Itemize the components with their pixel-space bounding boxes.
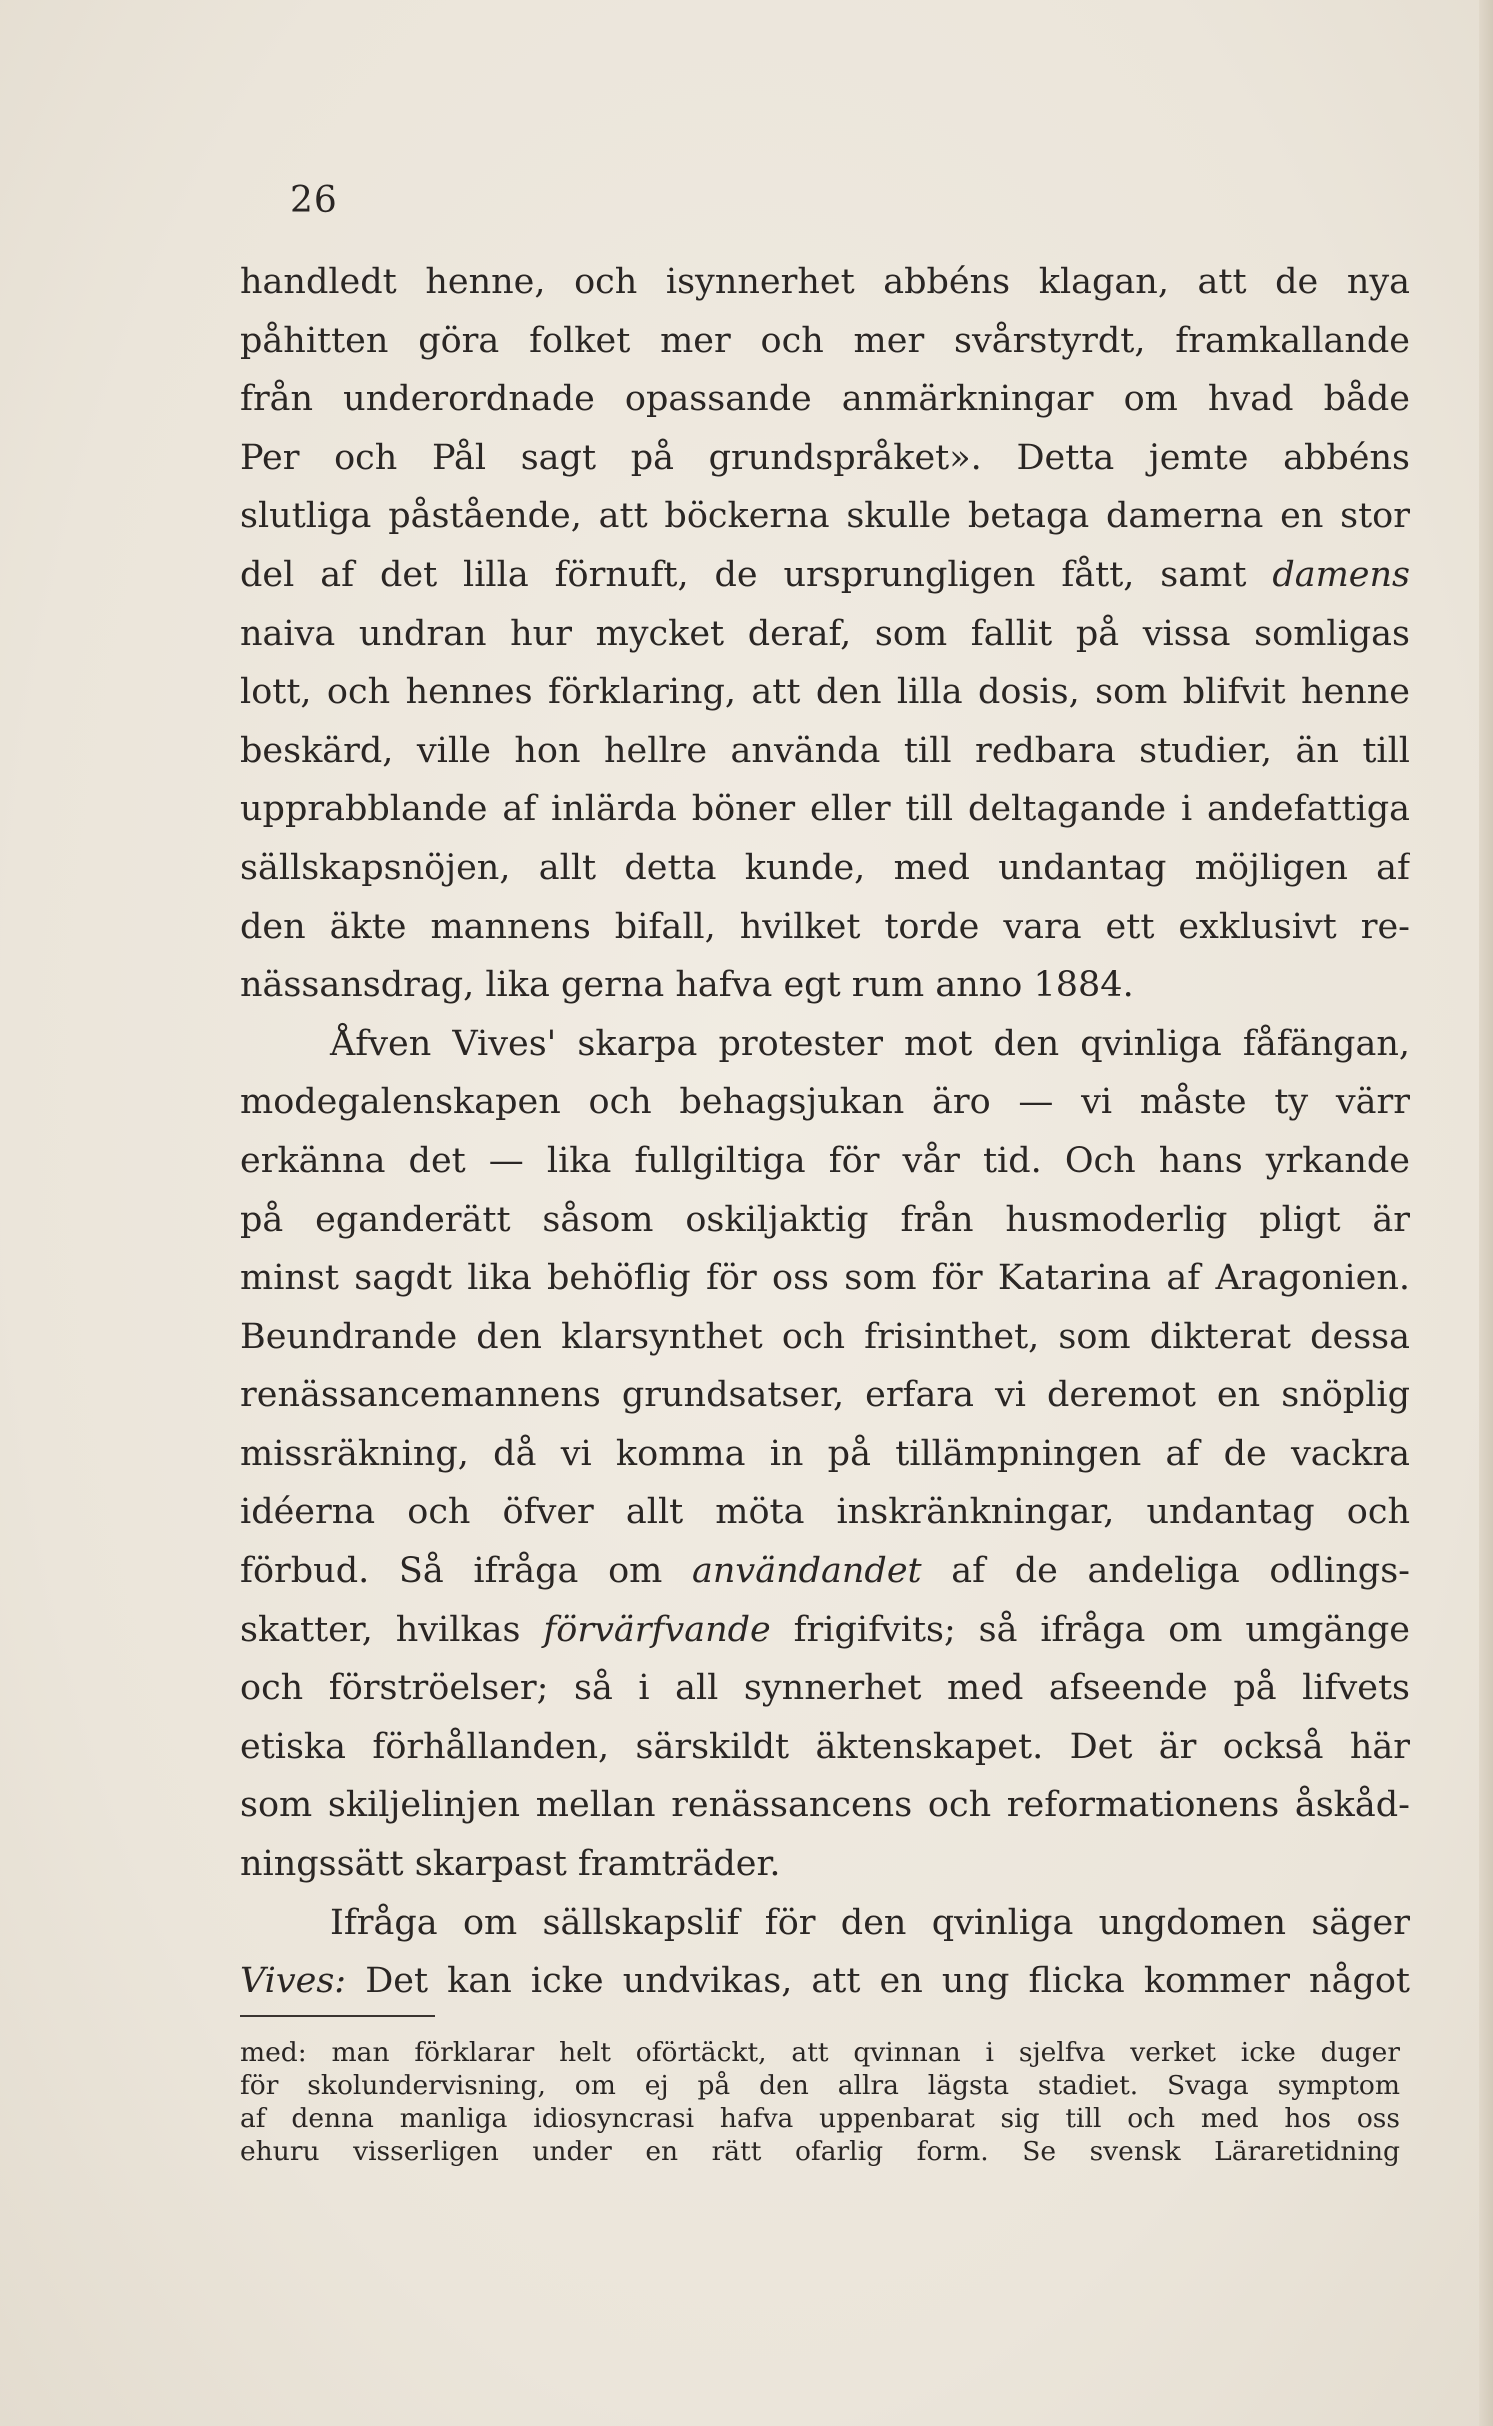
text-line <box>240 1776 1410 1835</box>
text-line <box>240 1718 1410 1777</box>
text-line <box>240 722 1410 781</box>
text-line <box>240 1366 1410 1425</box>
text-segment: den äkte mannens bifall, hvilket torde vara ett exklusivt re- <box>240 906 1410 947</box>
text-segment: del af det lilla förnuft, de ursprungligen fått, samt <box>240 554 1273 595</box>
text-line <box>240 1542 1410 1601</box>
text-segment: missräkning, då vi komma in på tillämpningen af de vackra <box>240 1433 1410 1474</box>
text-segment: lott, och hennes förklaring, att den lilla dosis, som blifvit henne <box>240 672 1410 713</box>
text-line <box>240 370 1410 429</box>
text-segment: sällskapsnöjen, allt detta kunde, med undantag möjligen af <box>240 847 1410 888</box>
page-edge <box>1479 0 1493 2426</box>
text-segment: från underordnade opassande anmärkningar om hvad både <box>240 379 1410 420</box>
text-line <box>240 1191 1410 1250</box>
footnote-line: ehuru visserligen under en rätt ofarlig form. Se svensk Läraretidning <box>240 2136 1400 2167</box>
text-line <box>240 898 1410 957</box>
body-text <box>240 253 1410 2011</box>
text-segment: och förströelser; så i all synnerhet med afseende på lifvets <box>240 1668 1410 1709</box>
text-line <box>240 1483 1410 1542</box>
footnote-line: af denna manliga idiosyncrasi hafva uppenbarat sig till och med hos oss <box>240 2103 1400 2134</box>
text-line <box>240 1659 1410 1718</box>
text-segment: Det kan icke undvikas, att en ung flicka kommer något <box>346 1961 1410 2002</box>
text-segment: slutliga påstående, att böckerna skulle betaga damerna en stor <box>240 496 1410 537</box>
text-line <box>240 1835 1410 1894</box>
text-line <box>240 780 1410 839</box>
text-segment: Beundrande den klarsynthet och frisinthet, som dikterat dessa <box>240 1316 1410 1357</box>
text-line <box>240 663 1410 722</box>
text-line <box>240 956 1410 1015</box>
text-line <box>240 1952 1410 2011</box>
text-line <box>240 1249 1410 1308</box>
text-segment: Ifråga om sällskapslif för den qvinliga ungdomen säger <box>330 1902 1410 1943</box>
text-segment: på eganderätt såsom oskiljaktig från husmoderlig pligt är <box>240 1199 1410 1240</box>
emphasized-text: användandet <box>692 1551 922 1592</box>
text-line <box>240 839 1410 898</box>
footnote-line: för skolundervisning, om ej på den allra lägsta stadiet. Svaga symptom <box>240 2070 1400 2101</box>
text-line <box>240 1894 1410 1953</box>
text-line <box>240 1132 1410 1191</box>
emphasized-text: förvärfvande <box>543 1609 771 1650</box>
text-segment: påhitten göra folket mer och mer svårstyrdt, framkallande <box>240 320 1410 361</box>
text-line <box>240 312 1410 371</box>
text-segment: modegalenskapen och behagsjukan äro — vi måste ty värr <box>240 1082 1410 1123</box>
text-segment: beskärd, ville hon hellre använda till redbara studier, än till <box>240 730 1410 771</box>
text-segment: etiska förhållanden, särskildt äktenskapet. Det är också här <box>240 1726 1410 1767</box>
text-segment: af de andeliga odlings- <box>921 1551 1410 1592</box>
text-segment: nässansdrag, lika gerna hafva egt rum anno 1884. <box>240 965 1134 1006</box>
text-segment: handledt henne, och isynnerhet abbéns klagan, att de nya <box>240 262 1410 302</box>
page-number: 26 <box>290 180 338 221</box>
text-segment: ningssätt skarpast framträder. <box>240 1844 781 1885</box>
text-segment: erkänna det — lika fullgiltiga för vår tid. Och hans yrkande <box>240 1140 1410 1181</box>
text-line <box>240 1425 1410 1484</box>
text-segment: naiva undran hur mycket deraf, som fallit på vissa somligas <box>240 613 1410 654</box>
text-segment: skatter, hvilkas <box>240 1609 544 1650</box>
text-line <box>240 1073 1410 1132</box>
text-line <box>240 605 1410 664</box>
footnote <box>240 2036 1400 2168</box>
text-segment: minst sagdt lika behöflig för oss som för Katarina af Aragonien. <box>240 1258 1410 1299</box>
footnote-rule <box>240 2015 435 2017</box>
text-segment: idéerna och öfver allt möta inskränkningar, undantag och <box>240 1492 1410 1533</box>
text-segment: frigifvits; så ifråga om umgänge <box>770 1609 1410 1650</box>
text-line <box>240 1308 1410 1367</box>
text-line <box>240 487 1410 546</box>
text-segment: Åfven Vives' skarpa protester mot den qvinliga fåfängan, <box>330 1023 1410 1064</box>
text-line <box>240 546 1410 605</box>
emphasized-text: damens <box>1272 554 1410 595</box>
text-segment: som skiljelinjen mellan renässancens och reformationens åskåd- <box>240 1785 1410 1826</box>
text-segment: förbud. Så ifråga om <box>240 1551 693 1592</box>
emphasized-text: Vives: <box>240 1961 347 2002</box>
text-segment: upprabblande af inlärda böner eller till deltagande i andefattiga <box>240 789 1410 830</box>
text-line <box>240 429 1410 488</box>
text-line <box>240 253 1410 312</box>
text-line <box>240 1015 1410 1074</box>
footnote-line: med: man förklarar helt oförtäckt, att qvinnan i sjelfva verket icke duger <box>240 2037 1400 2068</box>
text-segment: renässancemannens grundsatser, erfara vi deremot en snöplig <box>240 1375 1410 1416</box>
text-segment: Per och Pål sagt på grundspråket». Detta jemte abbéns <box>240 437 1410 478</box>
text-line <box>240 1601 1410 1660</box>
